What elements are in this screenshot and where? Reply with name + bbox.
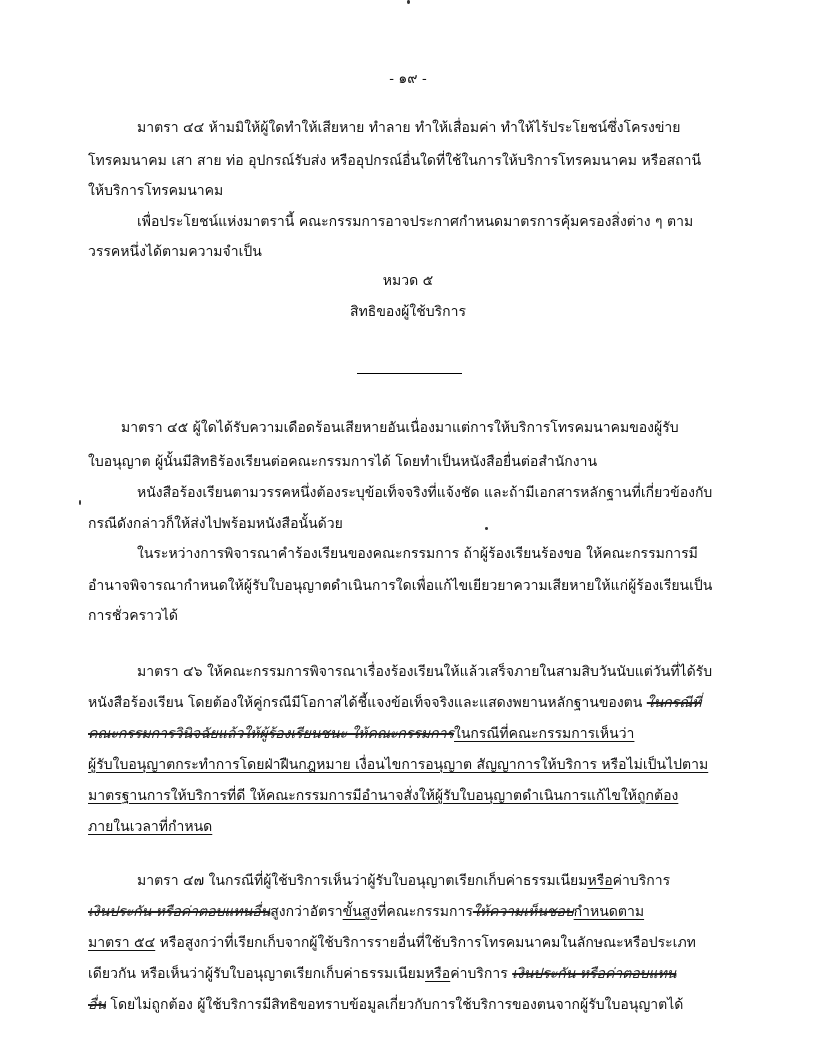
- scan-speck: [407, 0, 410, 4]
- chapter-title: สิทธิของผู้ใช้บริการ: [350, 304, 466, 320]
- section-47-line-1: [137, 872, 670, 890]
- struck-text: เงินประกัน หรือค่าตอบแทน: [512, 966, 677, 982]
- section-46-line-4: ผู้รับใบอนุญาตกระทำการโดยฝ่าฝืนกฎหมาย เงื่อนไขการอนุญาต สัญญาการให้บริการ หรือไม่เป็นไปตาม: [88, 757, 709, 773]
- inserted-text: หรือ: [425, 966, 451, 982]
- section-47-line-4: [88, 965, 676, 983]
- inserted-text: ในกรณีที่คณะกรรมการเห็นว่า: [454, 726, 635, 742]
- section-46-line-2: [88, 694, 701, 712]
- section-47-line-2-text-mid: ที่คณะกรรมการ: [377, 904, 473, 920]
- section-45-line-1: มาตรา ๔๕ ผู้ใดได้รับความเดือดร้อนเสียหายอันเนื่องมาแต่การให้บริการโทรคมนาคมของผู้รับ: [121, 420, 679, 436]
- inserted-text: หรือ: [587, 873, 613, 889]
- struck-text: อื่น: [88, 997, 106, 1013]
- section-45-line-4: กรณีดังกล่าวก็ให้ส่งไปพร้อมหนังสือนั้นด้วย: [88, 516, 343, 532]
- section-46-line-5: มาตรฐานการให้บริการที่ดี ให้คณะกรรมการมีอำนาจสั่งให้ผู้รับใบอนุญาตดำเนินการแก้ไขให้ถูกต้อง: [88, 788, 679, 804]
- inserted-text: มาตรา ๕๔: [88, 935, 156, 951]
- chapter-number: หมวด ๕: [382, 273, 434, 289]
- section-46-line-1: มาตรา ๔๖ ให้คณะกรรมการพิจารณาเรื่องร้องเรียนให้แล้วเสร็จภายในสามสิบวันนับแต่วันที่ได้รับ: [137, 664, 713, 680]
- section-47-line-2: [88, 903, 644, 921]
- scan-speck: [79, 500, 81, 505]
- inserted-text: ขั้นสูง: [342, 904, 378, 920]
- struck-text: ให้ความเห็นชอบ: [472, 904, 574, 920]
- section-47-line-2-text: สูงกว่าอัตรา: [270, 904, 343, 920]
- section-46-line-2-text: หนังสือร้องเรียน โดยต้องให้คู่กรณีมีโอกาสได้ชี้แจงข้อเท็จจริงและแสดงพยานหลักฐานของตน: [88, 695, 647, 711]
- page-number: - ๑๙ -: [389, 71, 427, 87]
- section-47-line-3: [88, 934, 696, 952]
- section-45-line-3: หนังสือร้องเรียนตามวรรคหนึ่งต้องระบุข้อเท็จจริงที่แจ้งชัด และถ้ามีเอกสารหลักฐานที่เกี่ยวข้องกับ: [137, 485, 713, 501]
- section-44-line-2: โทรคมนาคม เสา สาย ท่อ อุปกรณ์รับส่ง หรืออุปกรณ์อื่นใดที่ใช้ในการให้บริการโทรคมนาคม หรือสถานี: [88, 153, 702, 169]
- section-45-line-7: การชั่วคราวได้: [88, 608, 178, 624]
- section-45-line-5: ในระหว่างการพิจารณาคำร้องเรียนของคณะกรรมการ ถ้าผู้ร้องเรียนร้องขอ ให้คณะกรรมการมี: [137, 546, 698, 562]
- chapter-divider: [357, 373, 462, 374]
- scan-speck: [485, 527, 488, 530]
- section-47-line-4-text: เดียวกัน หรือเห็นว่าผู้รับใบอนุญาตเรียกเก็บค่าธรรมเนียม: [88, 966, 426, 982]
- section-44-line-5: วรรคหนึ่งได้ตามความจำเป็น: [88, 244, 262, 260]
- struck-text: ในกรณีที่: [646, 695, 702, 711]
- struck-text: คณะกรรมการวินิจฉัยแล้วให้ผู้ร้องเรียนชนะ ให้คณะกรรมการ: [88, 726, 455, 742]
- section-47-line-1-text-end: ค่าบริการ: [612, 873, 671, 889]
- section-47-line-5: [88, 996, 683, 1014]
- section-46-line-6: ภายในเวลาที่กำหนด: [88, 819, 213, 835]
- section-45-line-6: อำนาจพิจารณากำหนดให้ผู้รับใบอนุญาตดำเนินการใดเพื่อแก้ไขเยียวยาความเสียหายให้แก่ผู้ร้องเรียนเป็น: [88, 578, 713, 594]
- section-44-line-1: มาตรา ๔๔ ห้ามมิให้ผู้ใดทำให้เสียหาย ทำลาย ทำให้เสื่อมค่า ทำให้ไร้ประโยชน์ซึ่งโครงข่าย: [137, 120, 681, 136]
- section-46-line-3: [88, 725, 634, 743]
- section-47-line-1-text: มาตรา ๔๗ ในกรณีที่ผู้ใช้บริการเห็นว่าผู้รับใบอนุญาตเรียกเก็บค่าธรรมเนียม: [137, 873, 588, 889]
- section-47-line-5-text: โดยไม่ถูกต้อง ผู้ใช้บริการมีสิทธิขอทราบข้อมูลเกี่ยวกับการใช้บริการของตนจากผู้รับใบอนุญาตได้: [105, 997, 684, 1013]
- section-44-line-3: ให้บริการโทรคมนาคม: [88, 183, 224, 199]
- struck-text: เงินประกัน หรือค่าตอบแทนอื่น: [88, 904, 271, 920]
- section-44-line-4: เพื่อประโยชน์แห่งมาตรานี้ คณะกรรมการอาจประกาศกำหนดมาตรการคุ้มครองสิ่งต่าง ๆ ตาม: [137, 214, 694, 230]
- section-47-line-3-text: หรือสูงกว่าที่เรียกเก็บจากผู้ใช้บริการรายอื่นที่ใช้บริการโทรคมนาคมในลักษณะหรือประเภท: [155, 935, 696, 951]
- section-47-line-4-text-mid: ค่าบริการ: [450, 966, 513, 982]
- inserted-text: กำหนดตาม: [573, 904, 645, 920]
- section-45-line-2: ใบอนุญาต ผู้นั้นมีสิทธิร้องเรียนต่อคณะกรรมการได้ โดยทำเป็นหนังสือยื่นต่อสำนักงาน: [88, 454, 598, 470]
